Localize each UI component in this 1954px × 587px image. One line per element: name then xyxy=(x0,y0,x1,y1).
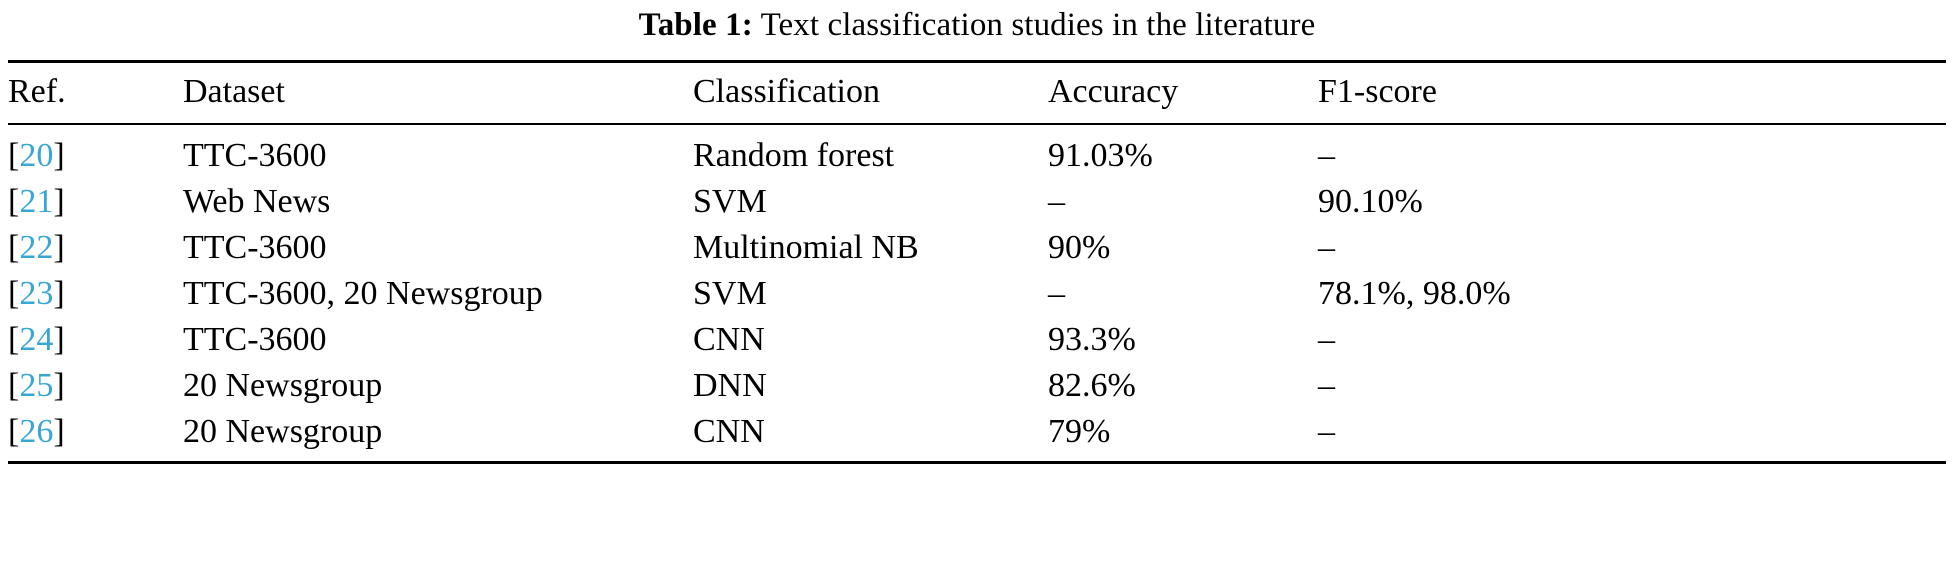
cell-accuracy: 90% xyxy=(1048,228,1111,266)
cell-dataset: TTC-3600 xyxy=(183,136,327,174)
table-row xyxy=(8,409,1946,463)
column-header-accuracy: Accuracy xyxy=(1048,61,1318,124)
cell-f1-score: 78.1%, 98.0% xyxy=(1318,274,1511,312)
reference-link[interactable]: 25 xyxy=(19,366,54,404)
cell-ref: [21] xyxy=(8,182,65,220)
table-row xyxy=(8,317,1946,363)
cell-ref: [23] xyxy=(8,274,65,312)
table-row xyxy=(8,225,1946,271)
cell-accuracy: 91.03% xyxy=(1048,136,1153,174)
cell-classification: Random forest xyxy=(693,136,895,174)
literature-table xyxy=(8,60,1946,464)
table-row xyxy=(8,271,1946,317)
cell-dataset: 20 Newsgroup xyxy=(183,366,383,404)
column-header-f1-score: F1-score xyxy=(1318,61,1946,124)
cell-dataset: TTC-3600 xyxy=(183,320,327,358)
cell-f1-score: – xyxy=(1318,320,1335,358)
table-caption-label: Table 1: xyxy=(638,7,753,43)
cell-ref: [26] xyxy=(8,412,65,450)
reference-link[interactable]: 21 xyxy=(19,182,54,220)
reference-link[interactable]: 24 xyxy=(19,320,54,358)
cell-classification: CNN xyxy=(693,320,765,358)
cell-accuracy: 79% xyxy=(1048,412,1111,450)
cell-classification: SVM xyxy=(693,274,767,312)
reference-link[interactable]: 20 xyxy=(19,136,54,174)
table-body xyxy=(8,124,1946,463)
cell-classification: DNN xyxy=(693,366,767,404)
table-header-row xyxy=(8,61,1946,124)
cell-dataset: TTC-3600 xyxy=(183,228,327,266)
table-caption-text: Text classification studies in the literature xyxy=(760,7,1316,43)
reference-link[interactable]: 23 xyxy=(19,274,54,312)
cell-dataset: TTC-3600, 20 Newsgroup xyxy=(183,274,543,312)
table-caption xyxy=(8,0,1946,60)
table-row xyxy=(8,124,1946,179)
cell-accuracy: – xyxy=(1048,274,1065,312)
column-header-classification: Classification xyxy=(693,61,1048,124)
cell-dataset: Web News xyxy=(183,182,331,220)
cell-dataset: 20 Newsgroup xyxy=(183,412,383,450)
cell-f1-score: 90.10% xyxy=(1318,182,1423,220)
reference-link[interactable]: 26 xyxy=(19,412,54,450)
cell-f1-score: – xyxy=(1318,412,1335,450)
cell-ref: [20] xyxy=(8,136,65,174)
table-head xyxy=(8,61,1946,124)
table-row xyxy=(8,179,1946,225)
cell-accuracy: 82.6% xyxy=(1048,366,1136,404)
column-header-ref: Ref. xyxy=(8,61,183,124)
cell-classification: SVM xyxy=(693,182,767,220)
cell-f1-score: – xyxy=(1318,366,1335,404)
cell-ref: [25] xyxy=(8,366,65,404)
cell-accuracy: 93.3% xyxy=(1048,320,1136,358)
table-row xyxy=(8,363,1946,409)
column-header-dataset: Dataset xyxy=(183,61,693,124)
cell-f1-score: – xyxy=(1318,228,1335,266)
cell-classification: Multinomial NB xyxy=(693,228,919,266)
reference-link[interactable]: 22 xyxy=(19,228,54,266)
cell-ref: [24] xyxy=(8,320,65,358)
cell-classification: CNN xyxy=(693,412,765,450)
cell-accuracy: – xyxy=(1048,182,1065,220)
cell-ref: [22] xyxy=(8,228,65,266)
cell-f1-score: – xyxy=(1318,136,1335,174)
